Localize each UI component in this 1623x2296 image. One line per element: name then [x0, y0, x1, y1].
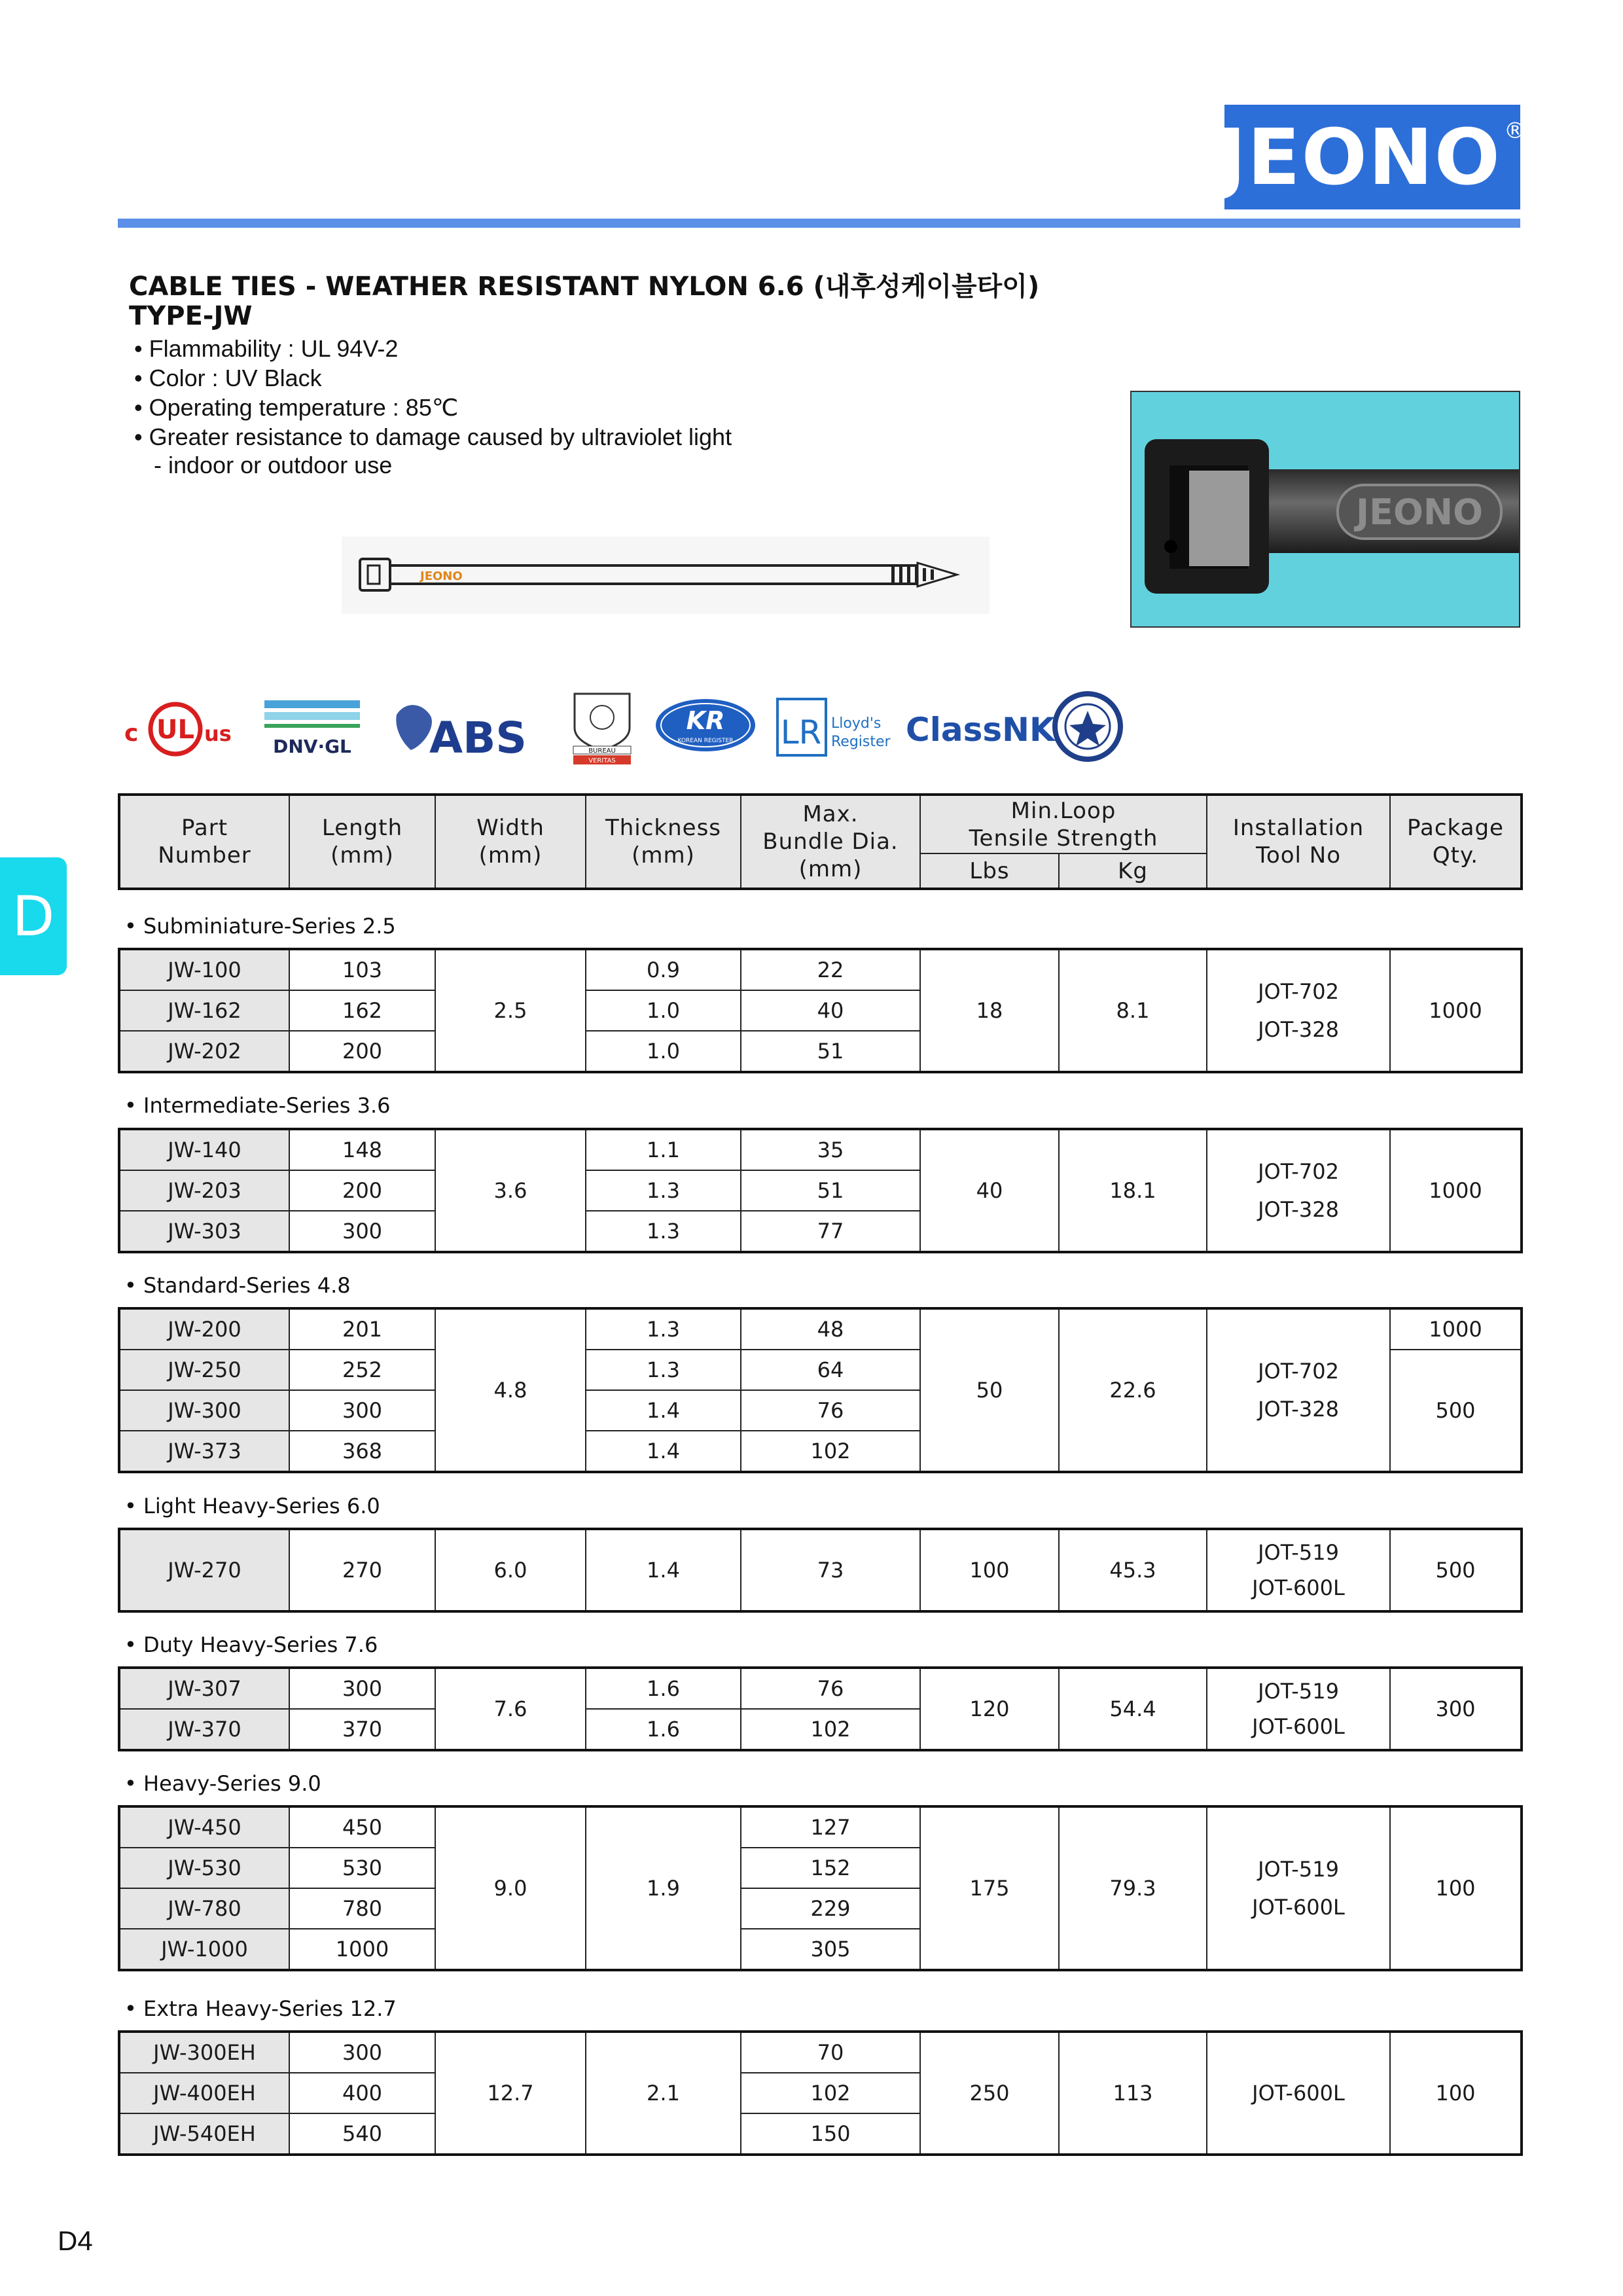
part-number: JW-162 [119, 990, 289, 1031]
thickness: 1.3 [586, 1211, 741, 1252]
length: 400 [289, 2073, 435, 2113]
thickness: 0.9 [586, 949, 741, 990]
tool-no-1: JOT-702 [1258, 1159, 1339, 1184]
bundle-dia: 51 [741, 1031, 920, 1072]
ul-logo [124, 704, 232, 754]
thickness: 1.3 [586, 1170, 741, 1211]
package-qty: 100 [1390, 1806, 1522, 1970]
part-number: JW-200 [119, 1308, 289, 1350]
series-label: • Light Heavy-Series 6.0 [124, 1494, 380, 1518]
series-table-subminiature [118, 948, 1523, 1073]
part-number: JW-540EH [119, 2113, 289, 2155]
header-bundle-dia: Max. Bundle Dia. (mm) [741, 795, 920, 889]
series-table-intermediate [118, 1128, 1523, 1253]
tensile-lbs: 100 [920, 1529, 1059, 1611]
series-label: • Heavy-Series 9.0 [124, 1771, 321, 1796]
series-table-duty-heavy [118, 1666, 1523, 1751]
package-qty: 300 [1390, 1668, 1522, 1750]
tool-no-2: JOT-600L [1252, 1714, 1345, 1739]
tool-no-2: JOT-328 [1258, 1397, 1339, 1422]
tool-no-1: JOT-519 [1258, 1540, 1339, 1565]
feature-color: • Color : UV Black [134, 365, 322, 391]
part-number: JW-450 [119, 1806, 289, 1848]
header-length: Length (mm) [289, 795, 435, 889]
tool-no [1207, 1668, 1390, 1750]
tensile-kg: 54.4 [1059, 1668, 1207, 1750]
bundle-dia: 150 [741, 2113, 920, 2155]
series-label: • Subminiature-Series 2.5 [124, 914, 396, 939]
thickness: 1.0 [586, 990, 741, 1031]
width: 7.6 [435, 1668, 586, 1750]
header-width: Width (mm) [435, 795, 586, 889]
part-number: JW-140 [119, 1129, 289, 1170]
bundle-dia: 40 [741, 990, 920, 1031]
part-number: JW-270 [119, 1529, 289, 1611]
tool-no-2: JOT-328 [1258, 1197, 1339, 1222]
bundle-dia: 102 [741, 1709, 920, 1750]
header-kg: Kg [1059, 853, 1207, 889]
part-number: JW-203 [119, 1170, 289, 1211]
part-number: JW-307 [119, 1668, 289, 1709]
part-number: JW-370 [119, 1709, 289, 1750]
section-tab: D [0, 857, 67, 975]
header-package-qty: Package Qty. [1390, 795, 1522, 889]
part-number: JW-400EH [119, 2073, 289, 2113]
feature-uv-resistance: • Greater resistance to damage caused by ultraviolet light [134, 423, 732, 450]
header-thickness: Thickness (mm) [586, 795, 741, 889]
bundle-dia: 102 [741, 2073, 920, 2113]
thickness: 1.6 [586, 1668, 741, 1709]
tool-no [1207, 949, 1390, 1072]
width: 3.6 [435, 1129, 586, 1252]
length: 162 [289, 990, 435, 1031]
bundle-dia: 76 [741, 1668, 920, 1709]
korean-register-logo [656, 699, 755, 751]
header-part-number: Part Number [119, 795, 289, 889]
dnv-gl-text: DNV·GL [273, 736, 351, 757]
width: 4.8 [435, 1308, 586, 1472]
tool-no-1: JOT-702 [1258, 1359, 1339, 1384]
length: 540 [289, 2113, 435, 2155]
series-label: • Standard-Series 4.8 [124, 1273, 351, 1298]
bv-bottom-text: VERITAS [588, 757, 616, 764]
tool-no-2: JOT-600L [1252, 1575, 1345, 1600]
length: 200 [289, 1031, 435, 1072]
width: 2.5 [435, 949, 586, 1072]
tensile-kg: 45.3 [1059, 1529, 1207, 1611]
part-number: JW-300 [119, 1390, 289, 1431]
cable-tie-drawing [342, 537, 990, 614]
length: 270 [289, 1529, 435, 1611]
tensile-lbs: 120 [920, 1668, 1059, 1750]
series-label: • Intermediate-Series 3.6 [124, 1093, 391, 1118]
tool-no-1: JOT-519 [1258, 1679, 1339, 1704]
tool-no-1: JOT-519 [1258, 1857, 1339, 1882]
ul-c: c [124, 720, 139, 747]
length: 300 [289, 1390, 435, 1431]
width: 12.7 [435, 2032, 586, 2155]
bv-top-text: BUREAU [588, 747, 616, 755]
header-tool-no: Installation Tool No [1207, 795, 1390, 889]
kr-mark: KR [686, 706, 725, 735]
certification-logos [123, 687, 1131, 766]
package-qty: 1000 [1390, 949, 1522, 1072]
bundle-dia: 35 [741, 1129, 920, 1170]
series-table-standard [118, 1307, 1523, 1473]
length: 450 [289, 1806, 435, 1848]
thickness: 2.1 [586, 2032, 741, 2155]
thickness: 1.4 [586, 1431, 741, 1472]
bundle-dia: 73 [741, 1529, 920, 1611]
length: 300 [289, 2032, 435, 2073]
tool-no-2: JOT-600L [1252, 1895, 1345, 1920]
thickness: 1.3 [586, 1350, 741, 1390]
drawing-tie-label: JEONO [420, 569, 463, 583]
feature-usage: - indoor or outdoor use [134, 452, 393, 478]
length: 252 [289, 1350, 435, 1390]
bundle-dia: 70 [741, 2032, 920, 2073]
thickness: 1.0 [586, 1031, 741, 1072]
kr-sub: KOREAN REGISTER [677, 738, 734, 744]
thickness: 1.9 [586, 1806, 741, 1970]
length: 103 [289, 949, 435, 990]
bundle-dia: 76 [741, 1390, 920, 1431]
tool-no [1207, 1308, 1390, 1472]
part-number: JW-530 [119, 1848, 289, 1888]
package-qty: 500 [1390, 1350, 1522, 1472]
part-number: JW-100 [119, 949, 289, 990]
lloyds-register-logo [777, 699, 891, 755]
tensile-lbs: 175 [920, 1806, 1059, 1970]
series-table-heavy [118, 1805, 1523, 1971]
bundle-dia: 77 [741, 1211, 920, 1252]
tool-no [1207, 1529, 1390, 1611]
registered-mark: ® [1503, 118, 1527, 144]
abs-logo [396, 705, 527, 763]
lr-line2: Register [831, 734, 891, 750]
thickness: 1.3 [586, 1308, 741, 1350]
length: 148 [289, 1129, 435, 1170]
thickness: 1.6 [586, 1709, 741, 1750]
length: 1000 [289, 1929, 435, 1970]
register-seal-logo [1055, 694, 1120, 759]
tensile-kg: 79.3 [1059, 1806, 1207, 1970]
thickness: 1.1 [586, 1129, 741, 1170]
tensile-lbs: 40 [920, 1129, 1059, 1252]
ul-mark: UL [156, 715, 194, 745]
brand-name: JEONO [1217, 112, 1501, 202]
bureau-veritas-logo [573, 694, 631, 764]
bundle-dia: 229 [741, 1888, 920, 1929]
bundle-dia: 51 [741, 1170, 920, 1211]
package-qty: 1000 [1390, 1129, 1522, 1252]
type-title: TYPE-JW [129, 301, 253, 331]
tensile-kg: 8.1 [1059, 949, 1207, 1072]
bundle-dia: 48 [741, 1308, 920, 1350]
lr-mark: LR [780, 713, 822, 751]
page-number: D4 [58, 2225, 93, 2256]
part-number: JW-303 [119, 1211, 289, 1252]
tensile-lbs: 18 [920, 949, 1059, 1072]
series-label: • Duty Heavy-Series 7.6 [124, 1632, 378, 1657]
classnk-logo: ClassNK [906, 711, 1055, 749]
part-number: JW-250 [119, 1350, 289, 1390]
feature-flammability: • Flammability : UL 94V-2 [134, 335, 399, 362]
length: 200 [289, 1170, 435, 1211]
length: 530 [289, 1848, 435, 1888]
tool-no: JOT-600L [1207, 2032, 1390, 2155]
package-qty: 100 [1390, 2032, 1522, 2155]
length: 300 [289, 1211, 435, 1252]
length: 201 [289, 1308, 435, 1350]
lr-line1: Lloyd's [831, 715, 882, 732]
package-qty: 500 [1390, 1529, 1522, 1611]
length: 300 [289, 1668, 435, 1709]
page-title: CABLE TIES - WEATHER RESISTANT NYLON 6.6 (내후성케이블타이) [129, 272, 1040, 302]
header-lbs: Lbs [920, 853, 1059, 889]
feature-temperature: • Operating temperature : 85℃ [134, 394, 459, 421]
width: 9.0 [435, 1806, 586, 1970]
dnv-gl-logo [264, 700, 360, 757]
length: 368 [289, 1431, 435, 1472]
bundle-dia: 305 [741, 1929, 920, 1970]
bundle-dia: 64 [741, 1350, 920, 1390]
tool-no-2: JOT-328 [1258, 1017, 1339, 1042]
tensile-lbs: 250 [920, 2032, 1059, 2155]
bundle-dia: 127 [741, 1806, 920, 1848]
tensile-lbs: 50 [920, 1308, 1059, 1472]
part-number: JW-1000 [119, 1929, 289, 1970]
bundle-dia: 22 [741, 949, 920, 990]
tool-no-1: JOT-702 [1258, 979, 1339, 1004]
thickness: 1.4 [586, 1390, 741, 1431]
series-label: • Extra Heavy-Series 12.7 [124, 1996, 397, 2021]
ul-us: us [204, 721, 232, 746]
product-photo [1130, 391, 1520, 628]
bundle-dia: 152 [741, 1848, 920, 1888]
photo-tie-label: JEONO [1356, 492, 1483, 533]
spec-table-header [118, 793, 1523, 890]
width: 6.0 [435, 1529, 586, 1611]
part-number: JW-373 [119, 1431, 289, 1472]
header-tensile-strength: Min.Loop Tensile Strength [920, 795, 1207, 853]
thickness: 1.4 [586, 1529, 741, 1611]
part-number: JW-202 [119, 1031, 289, 1072]
package-qty: 1000 [1390, 1308, 1522, 1350]
tensile-kg: 113 [1059, 2032, 1207, 2155]
tool-no [1207, 1129, 1390, 1252]
part-number: JW-780 [119, 1888, 289, 1929]
tensile-kg: 22.6 [1059, 1308, 1207, 1472]
series-table-extra-heavy [118, 2030, 1523, 2156]
length: 370 [289, 1709, 435, 1750]
brand-logo [1217, 105, 1527, 209]
tool-no [1207, 1806, 1390, 1970]
abs-text: ABS [429, 713, 527, 763]
part-number: JW-300EH [119, 2032, 289, 2073]
series-table-light-heavy [118, 1528, 1523, 1613]
bundle-dia: 102 [741, 1431, 920, 1472]
header-rule [118, 219, 1520, 228]
length: 780 [289, 1888, 435, 1929]
tensile-kg: 18.1 [1059, 1129, 1207, 1252]
